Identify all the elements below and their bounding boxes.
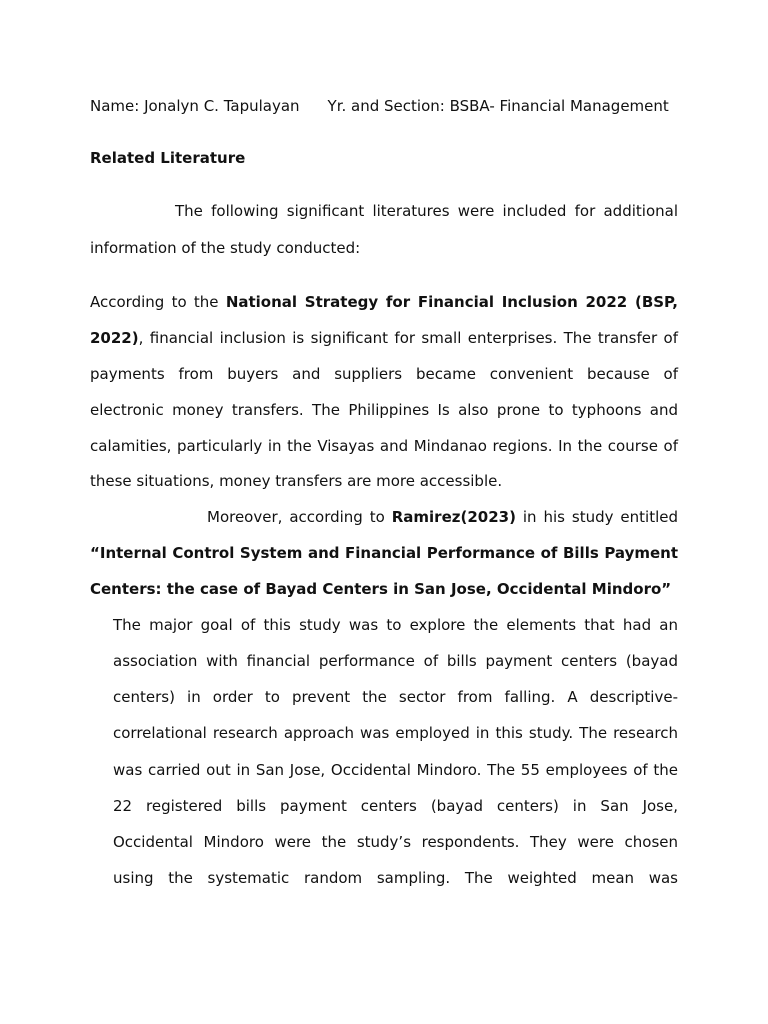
- para1-line-1: [90, 293, 678, 311]
- student-name: Name: Jonalyn C. Tapulayan: [90, 97, 300, 115]
- intro-line-2: information of the study conducted:: [90, 239, 361, 257]
- para1-line-4: electronic money transfers. The Philippines Is also prone to typhoons and: [90, 401, 678, 419]
- para2-line-1: [207, 508, 678, 526]
- para1-line-6: these situations, money transfers are more accessible.: [90, 472, 503, 490]
- para3-line-4: correlational research approach was employed in this study. The research: [113, 724, 678, 742]
- para2-citation: Ramirez(2023): [391, 508, 516, 526]
- para3-line-8: using the systematic random sampling. The weighted mean was: [113, 869, 678, 887]
- header-line: [90, 97, 678, 115]
- para1-l1-text: According to the: [90, 293, 226, 311]
- para1-l2-text: , financial inclusion is significant for small enterprises. The transfer of: [138, 329, 678, 347]
- para1-line-3: payments from buyers and suppliers became convenient because of: [90, 365, 678, 383]
- para2-line-3: [90, 580, 678, 598]
- para2-l1-text: Moreover, according to: [207, 508, 392, 526]
- para3-line-5: was carried out in San Jose, Occidental Mindoro. The 55 employees of the: [113, 761, 678, 779]
- para1-line-2: [90, 329, 678, 347]
- related-literature-heading: Related Literature: [90, 149, 246, 167]
- para1-l1-bold: National Strategy for Financial Inclusion 2022 (BSP,: [225, 293, 678, 311]
- para3-line-1: The major goal of this study was to explore the elements that had an: [113, 616, 678, 634]
- para3-line-6: 22 registered bills payment centers (bayad centers) in San Jose,: [113, 797, 678, 815]
- para3-line-2: association with financial performance of bills payment centers (bayad: [113, 652, 678, 670]
- para3-line-7: Occidental Mindoro were the study’s respondents. They were chosen: [113, 833, 678, 851]
- year-section: Yr. and Section: BSBA- Financial Management: [327, 97, 669, 115]
- para2-line-2: [90, 544, 678, 562]
- para1-line-5: calamities, particularly in the Visayas and Mindanao regions. In the course of: [90, 437, 678, 455]
- para1-l2-bold: 2022): [90, 329, 139, 347]
- intro-line-1: The following significant literatures were included for additional: [175, 202, 678, 220]
- para2-l1-post: in his study entitled: [515, 508, 679, 526]
- study-title-part2: Centers: the case of Bayad Centers in San Jose, Occidental Mindoro”: [90, 580, 672, 598]
- study-title-part1: “Internal Control System and Financial Performance of Bills Payment: [90, 544, 678, 562]
- section-heading: [90, 149, 678, 167]
- para3-line-3: centers) in order to prevent the sector from falling. A descriptive-: [113, 688, 678, 706]
